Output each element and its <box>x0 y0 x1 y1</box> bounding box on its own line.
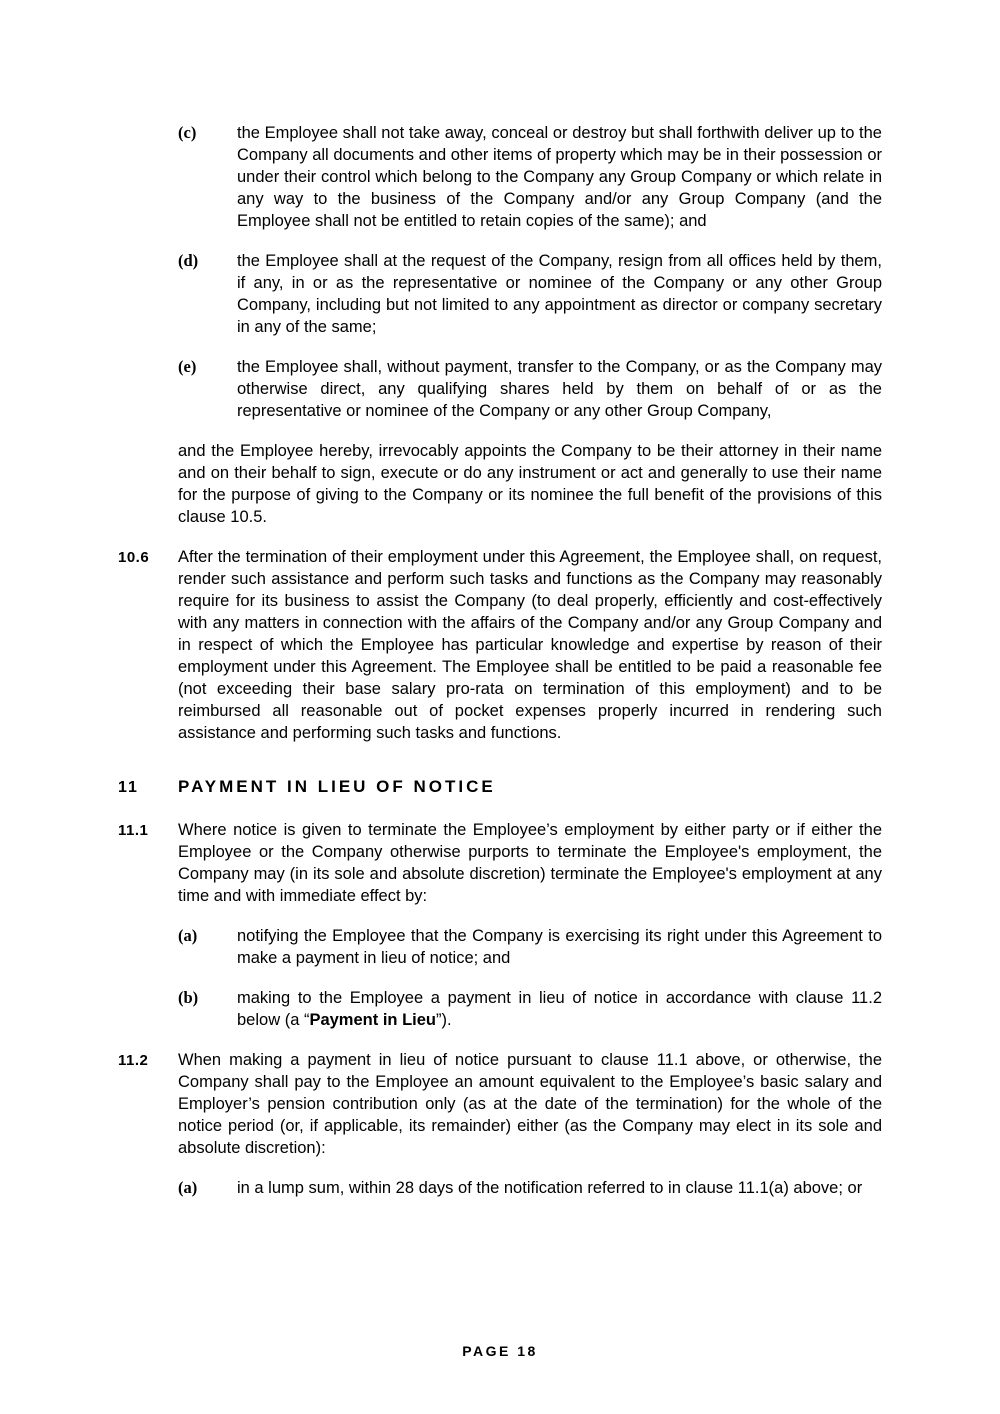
list-item-e <box>178 356 882 422</box>
list-item-11-1-b-text <box>237 987 882 1031</box>
section-11-title: PAYMENT IN LIEU OF NOTICE <box>178 777 496 796</box>
clause-10-6-number: 10.6 <box>118 549 150 566</box>
list-item-c <box>178 122 882 232</box>
list-item-11-2-a-text: in a lump sum, within 28 days of the notification referred to in clause 11.1(a) above; or <box>237 1179 863 1197</box>
clause-11-1 <box>118 819 882 907</box>
list-item-11-1-b-text-after: ”). <box>435 1011 452 1029</box>
clause-10-6-text: After the termination of their employment under this Agreement, the Employee shall, on request, render such assistance and perform such tasks and functions as the Company may reasonably require for its business to assist the Company (to deal properly, efficiently and cost-effectively with any matters in connection with the affairs of the Company and/or any Group Company and in respect of which the Employee has particular knowledge and expertise by reason of their employment under this Agreement. The Employee shall be entitled to be paid a reasonable fee (not exceeding their base salary pro-rata on termination of this employment) and to be reimbursed all reasonable out of pocket expenses properly incurred in rendering such assistance and performing such tasks and functions. <box>178 548 882 742</box>
clause-11-1-number: 11.1 <box>118 822 149 839</box>
clause-11-2-text: When making a payment in lieu of notice pursuant to clause 11.1 above, or otherwise, the Company shall pay to the Employee an amount equivalent to the Employee’s basic salary and Employer’s pension contribution only (as at the date of the termination) for the whole of the notice period (or, if applicable, its remainder) either (as the Company may elect in its sole and absolute discretion): <box>178 1051 882 1157</box>
list-item-e-marker: (e) <box>178 357 197 376</box>
page-footer: PAGE 18 <box>462 1343 538 1359</box>
section-11-heading <box>118 776 882 799</box>
section-11-number: 11 <box>118 779 139 796</box>
defined-term-payment-in-lieu: Payment in Lieu <box>309 1011 436 1029</box>
clause-10-5-continuation: and the Employee hereby, irrevocably appoints the Company to be their attorney in their name and on their behalf to sign, execute or do any instrument or act and generally to use their name for the purpose of giving to the Company or its nominee the full benefit of the provisions of this clause 10.5. <box>178 442 882 526</box>
list-item-e-text: the Employee shall, without payment, transfer to the Company, or as the Company may otherwise direct, any qualifying shares held by them on behalf of or as the representative or nominee of the Company or any other Group Company, <box>237 358 882 420</box>
list-item-d-text: the Employee shall at the request of the Company, resign from all offices held by them, if any, in or as the representative or nominee of the Company or any other Group Company, including but not limited to any appointment as director or company secretary in any of the same; <box>237 252 882 336</box>
list-item-d-marker: (d) <box>178 251 199 270</box>
list-item-11-1-b-text-before: making to the Employee a payment in lieu of notice in accordance with clause 11.2 below (a “ <box>237 989 882 1029</box>
list-item-11-1-b-marker: (b) <box>178 988 199 1007</box>
list-item-11-1-b <box>178 987 882 1031</box>
list-item-11-1-a <box>178 925 882 969</box>
clause-11-1-text: Where notice is given to terminate the Employee’s employment by either party or if either the Employee or the Company otherwise purports to terminate the Employee's employment, the Company may (in its sole and absolute discretion) terminate the Employee's employment at any time and with immediate effect by: <box>178 821 882 905</box>
list-item-c-marker: (c) <box>178 123 197 142</box>
list-item-11-1-a-marker: (a) <box>178 926 198 945</box>
list-item-11-2-a-marker: (a) <box>178 1178 198 1197</box>
list-item-c-text: the Employee shall not take away, conceal or destroy but shall forthwith deliver up to the Company all documents and other items of property which may be in their possession or under their control which belong to the Company any Group Company or which relate in any way to the business of the Company and/or any Group Company (and the Employee shall not be entitled to retain copies of the same); and <box>237 124 882 230</box>
list-item-11-2-a <box>178 1177 882 1199</box>
list-item-11-1-a-text: notifying the Employee that the Company is exercising its right under this Agreement to make a payment in lieu of notice; and <box>237 927 882 967</box>
clause-11-2 <box>118 1049 882 1159</box>
clause-10-6 <box>118 546 882 744</box>
list-item-d <box>178 250 882 338</box>
page-content <box>118 122 882 1217</box>
clause-11-2-number: 11.2 <box>118 1052 149 1069</box>
